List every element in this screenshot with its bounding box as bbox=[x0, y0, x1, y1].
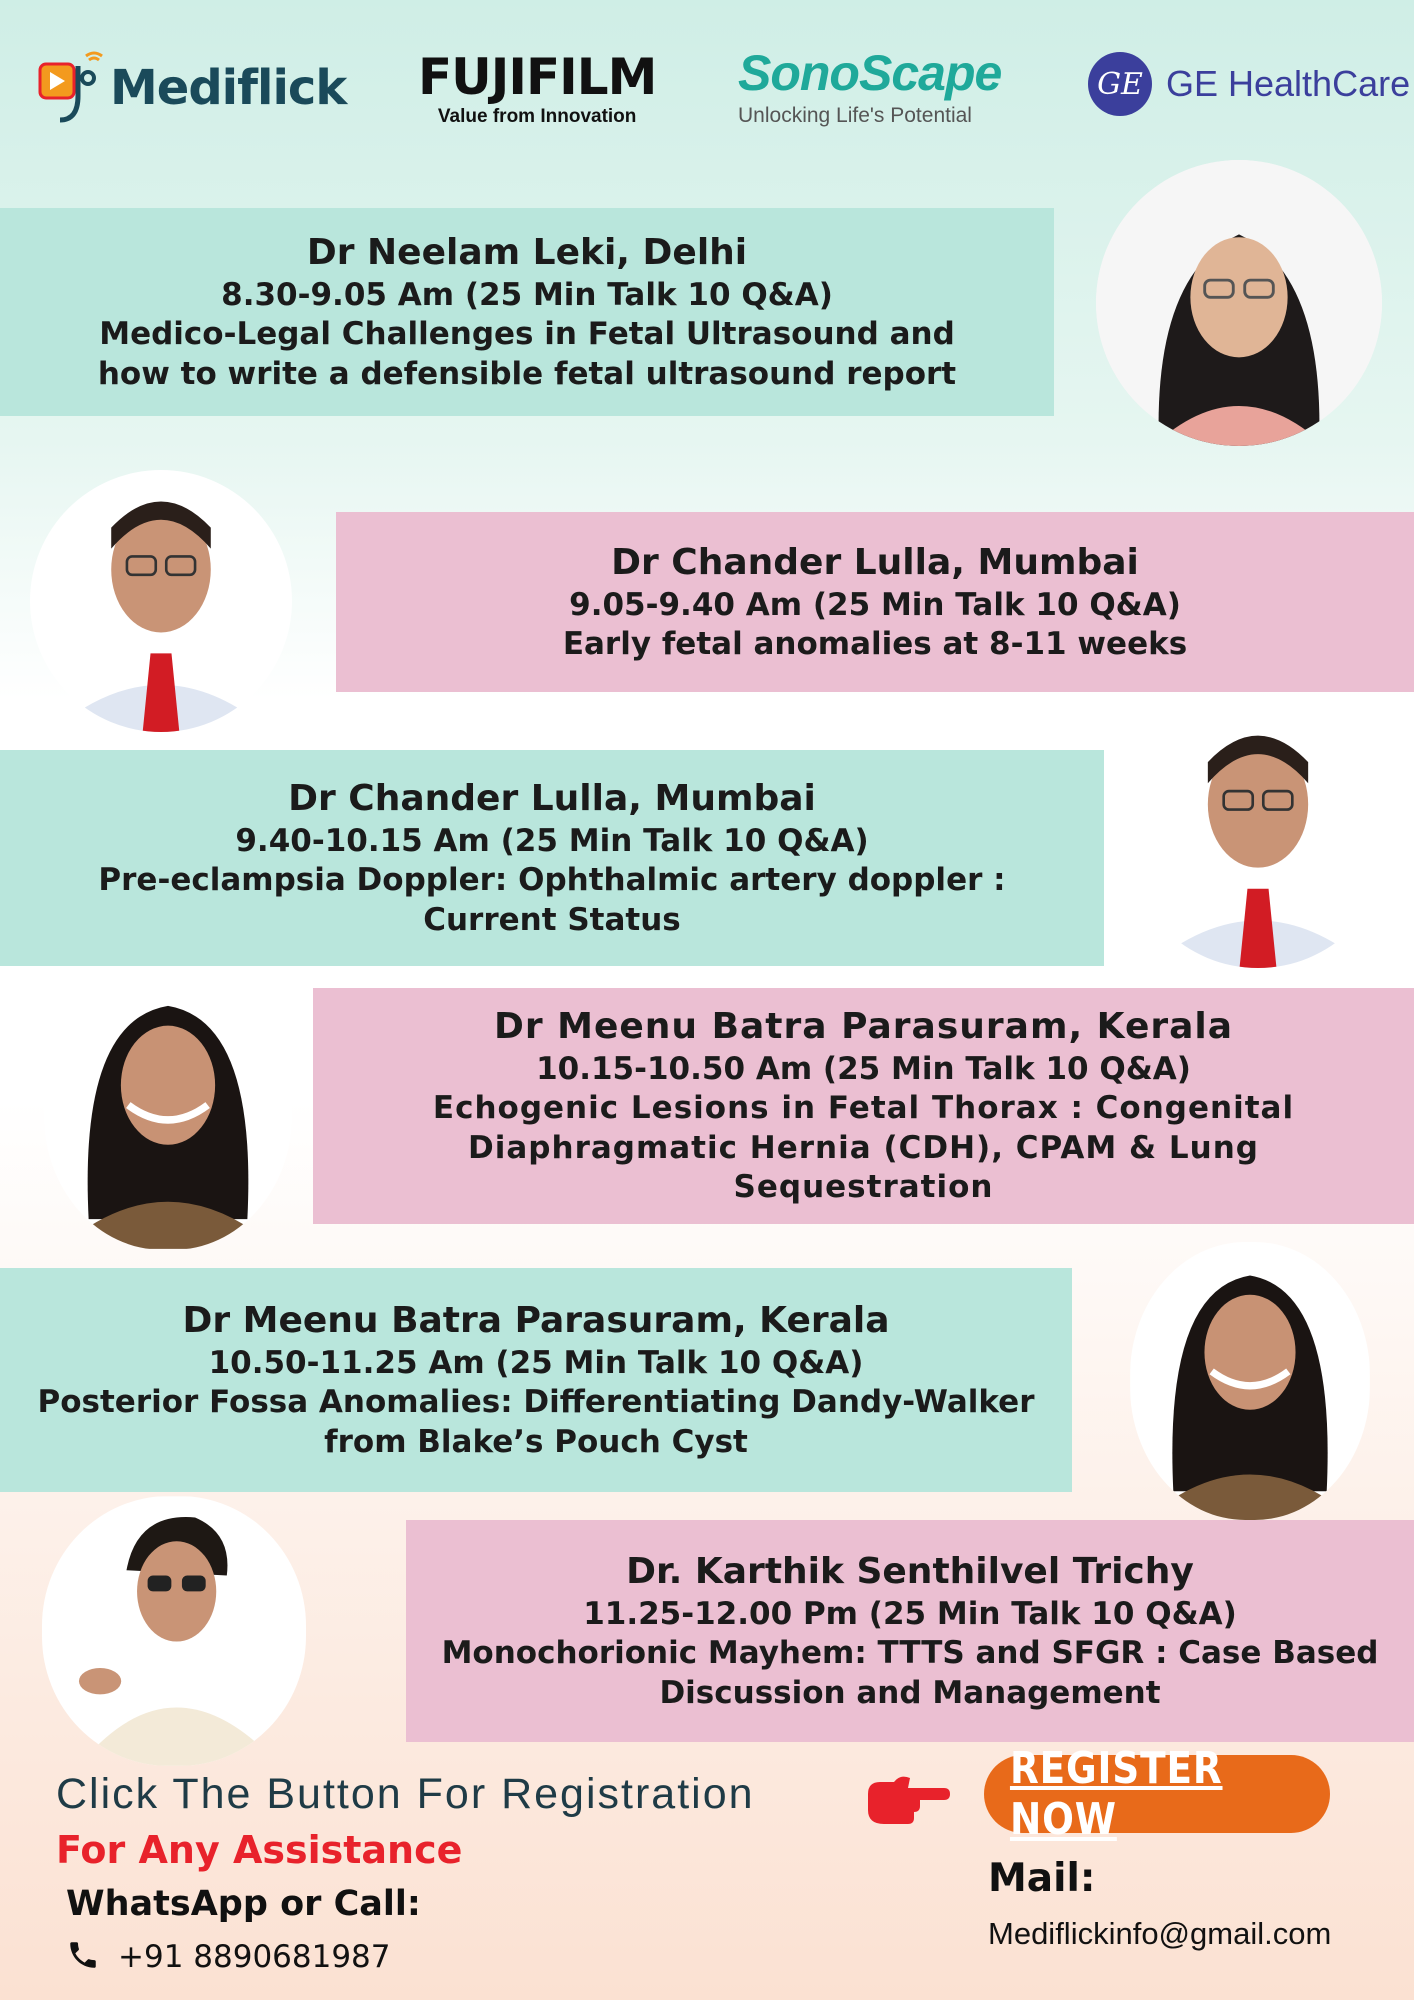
session-topic-line: Medico-Legal Challenges in Fetal Ultrasound and bbox=[99, 315, 955, 352]
mail-label: Mail: bbox=[988, 1856, 1096, 1901]
pointing-hand-icon bbox=[864, 1770, 950, 1834]
sonoscape-logo bbox=[738, 45, 1002, 128]
speaker-name: Dr Meenu Batra Parasuram, Kerala bbox=[493, 1005, 1234, 1047]
speaker-name: Dr. Karthik Senthilvel Trichy bbox=[626, 1550, 1194, 1592]
session-topic-line: Sequestration bbox=[733, 1169, 994, 1206]
mediflick-logo bbox=[38, 48, 346, 128]
session-band-1 bbox=[0, 208, 1054, 416]
ge-healthcare-name: GE HealthCare bbox=[1166, 63, 1411, 104]
ge-monogram-icon: GE bbox=[1088, 52, 1152, 116]
sonoscape-name: SonoScape bbox=[738, 45, 1002, 101]
fujifilm-name: FUJIFILM bbox=[418, 48, 657, 106]
speaker-photo bbox=[44, 970, 292, 1250]
session-time: 8.30-9.05 Am (25 Min Talk 10 Q&A) bbox=[221, 276, 833, 313]
speaker-photo bbox=[30, 470, 292, 732]
session-band-6 bbox=[406, 1520, 1414, 1742]
session-topic-line: Posterior Fossa Anomalies: Differentiating Dandy-Walker bbox=[37, 1383, 1035, 1420]
speaker-name: Dr Chander Lulla, Mumbai bbox=[611, 541, 1139, 583]
session-time: 9.40-10.15 Am (25 Min Talk 10 Q&A) bbox=[235, 822, 869, 859]
register-now-button[interactable] bbox=[984, 1743, 1330, 1845]
sonoscape-tagline: Unlocking Life's Potential bbox=[738, 104, 972, 127]
mediflick-name: Mediflick bbox=[110, 60, 347, 116]
session-topic-line: Echogenic Lesions in Fetal Thorax : Congenital bbox=[432, 1090, 1295, 1127]
ge-healthcare-logo bbox=[1088, 52, 1410, 116]
speaker-name: Dr Meenu Batra Parasuram, Kerala bbox=[182, 1299, 890, 1341]
speaker-name: Dr Chander Lulla, Mumbai bbox=[288, 777, 816, 819]
phone-contact[interactable] bbox=[66, 1938, 391, 1976]
register-now-label[interactable]: REGISTER NOW bbox=[1009, 1743, 1223, 1845]
registration-instruction: Click The Button For Registration bbox=[56, 1770, 755, 1818]
session-topic-line: Diaphragmatic Hernia (CDH), CPAM & Lung bbox=[468, 1129, 1259, 1166]
whatsapp-label: WhatsApp or Call: bbox=[66, 1884, 421, 1924]
session-topic-line: Discussion and Management bbox=[659, 1674, 1161, 1711]
session-topic-line: Early fetal anomalies at 8-11 weeks bbox=[562, 625, 1188, 662]
speaker-photo bbox=[1130, 1242, 1370, 1520]
session-band-3 bbox=[0, 750, 1104, 966]
email-address[interactable]: Mediflickinfo@gmail.com bbox=[988, 1916, 1332, 1951]
session-topic-line: Current Status bbox=[423, 901, 681, 938]
session-time: 10.15-10.50 Am (25 Min Talk 10 Q&A) bbox=[536, 1050, 1191, 1087]
speaker-photo bbox=[1126, 704, 1390, 968]
fujifilm-logo bbox=[418, 48, 657, 128]
phone-number: +91 8890681987 bbox=[118, 1939, 391, 1975]
assistance-heading: For Any Assistance bbox=[56, 1828, 463, 1872]
session-topic-line: how to write a defensible fetal ultrasound report bbox=[97, 355, 957, 392]
session-band-4 bbox=[313, 988, 1414, 1224]
session-topic-line: Pre-eclampsia Doppler: Ophthalmic artery doppler : bbox=[98, 861, 1006, 898]
phone-icon bbox=[66, 1938, 100, 1976]
session-band-2 bbox=[336, 512, 1414, 692]
session-topic-line: Monochorionic Mayhem: TTTS and SFGR : Case Based bbox=[441, 1634, 1379, 1671]
session-band-5 bbox=[0, 1268, 1072, 1492]
session-time: 10.50-11.25 Am (25 Min Talk 10 Q&A) bbox=[208, 1344, 864, 1381]
speaker-name: Dr Neelam Leki, Delhi bbox=[306, 231, 748, 273]
stethoscope-play-icon bbox=[38, 48, 108, 128]
speaker-photo bbox=[42, 1496, 306, 1766]
fujifilm-tagline: Value from Innovation bbox=[437, 106, 637, 127]
session-time: 9.05-9.40 Am (25 Min Talk 10 Q&A) bbox=[569, 586, 1181, 623]
session-topic-line: from Blake’s Pouch Cyst bbox=[324, 1423, 748, 1460]
session-time: 11.25-12.00 Pm (25 Min Talk 10 Q&A) bbox=[583, 1595, 1237, 1632]
speaker-photo bbox=[1096, 160, 1382, 446]
